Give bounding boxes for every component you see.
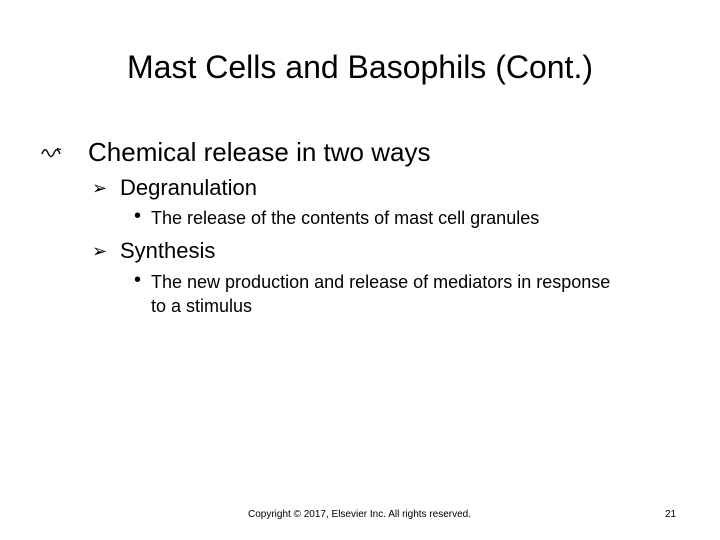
subpoint-detail: The new production and release of mediators in response to a stimulus [151, 272, 611, 316]
subpoint-detail: The release of the contents of mast cell granules [151, 208, 540, 228]
main-bullet-text: Chemical release in two ways [88, 137, 431, 167]
arrow-bullet-icon: ➢ [92, 241, 108, 261]
subpoint-label: Degranulation [120, 175, 257, 200]
dot-bullet-icon: • [134, 205, 142, 227]
bullet-icon [40, 140, 64, 160]
subpoint-label: Synthesis [120, 238, 216, 263]
arrow-bullet-icon: ➢ [92, 178, 108, 198]
page-number: 21 [665, 509, 677, 520]
dot-bullet-icon: • [134, 269, 142, 291]
copyright-notice: Copyright © 2017, Elsevier Inc. All rights reserved. [248, 509, 472, 520]
slide-title: Mast Cells and Basophils (Cont.) [127, 49, 593, 85]
